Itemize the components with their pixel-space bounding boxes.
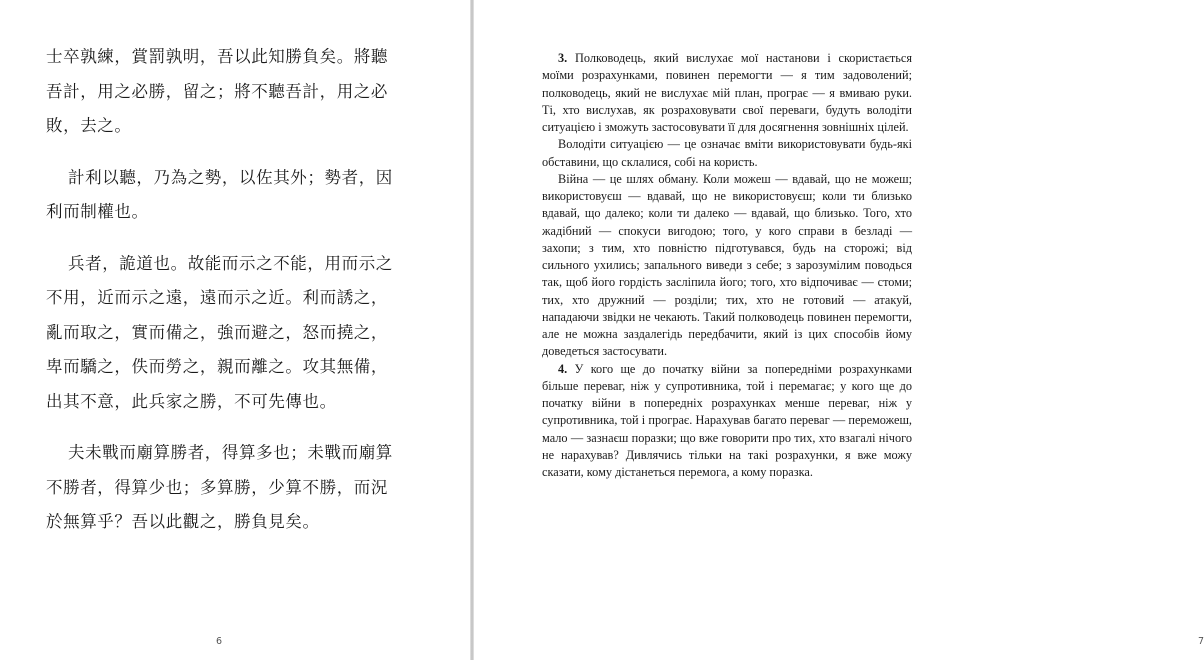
ukrainian-paragraph-2-text: Володіти ситуацією — це означає вміти використовувати будь-які обставини, що склалися, собі на користь. — [542, 137, 912, 169]
chinese-text-body — [46, 40, 396, 557]
ukrainian-text-body — [542, 50, 912, 481]
section-number-3: 3. — [558, 51, 568, 65]
ukrainian-paragraph-3-text: Війна — це шлях обману. Коли можеш — вдавай, що не можеш; використовуєш — вдавай, що не використовуєш; коли ти близько вдавай, що далеко; коли ти далеко — вдавай, що близько. Того, хто жадібний — спокуси вигодою; того, у кого справи в безладі — захопи; з тим, хто повністю підготувався, будь на сторожі; від сильного ухились; запального виведи з себе; з зарозумілим поводься так, щоб його гордість засліпила його; того, хто відпочиває — стоми; тих, хто дружний — розділи; тих, хто не готовий — атакуй, нападаючи звідки не чекають. Такий полководець повинен перемогти, але не можна заздалегідь передбачити, який із цих способів йому доведеться застосувати. — [542, 171, 912, 359]
ukrainian-paragraph-1 — [542, 50, 912, 136]
right-page-number: 7 — [1198, 636, 1204, 647]
chinese-paragraph-3: 兵者，詭道也。故能而示之不能，用而示之不用，近而示之遠，遠而示之近。利而誘之，亂而取之，實而備之，強而避之，怒而撓之，卑而驕之，佚而勞之，親而離之。攻其無備，出其不意，此兵家之勝，不可先傳也。 — [46, 253, 393, 411]
left-page-number: 6 — [216, 636, 223, 647]
section-number-4: 4. — [558, 361, 568, 376]
ukrainian-paragraph-4-text: У кого ще до початку війни за попередніми розрахунками більше переваг, ніж у супротивника, той і перемагає; у кого ще до початку війни в попередніх розрахунках менше переваг, ніж у супротивника, той і програє. Нарахував багато переваг — переможеш, мало — зазнаєш поразки; що вже говорити про тих, хто взагалі нічого не нарахував? Дивлячись тільки на такі розрахунки, я вже можу сказати, кому дістанеться перемога, а кому поразка. — [542, 361, 913, 479]
chinese-paragraph-1: 士卒孰練，賞罰孰明，吾以此知勝負矣。將聽吾計，用之必勝，留之；將不聽吾計，用之必敗，去之。 — [46, 47, 388, 135]
ukrainian-paragraph-3 — [542, 171, 912, 361]
ukrainian-paragraph-1-text: Полководець, який вислухає мої настанови і скористається моїми розрахунками, повинен перемогти — я тим задоволений; полководець, який не вислухає мій план, програє — я вмиваю руки. Ті, хто вислухав, як розраховувати свої переваги, будуть володіти ситуацією і зможуть застосовувати її для досягнення зовнішніх цілей. — [542, 51, 912, 134]
chinese-paragraph-2: 計利以聽，乃為之勢，以佐其外；勢者，因利而制權也。 — [46, 167, 393, 221]
ukrainian-paragraph-2 — [542, 136, 912, 171]
ukrainian-paragraph-4 — [542, 361, 912, 482]
chinese-paragraph-4: 夫未戰而廟算勝者，得算多也；未戰而廟算不勝者，得算少也；多算勝，少算不勝，而況於無算乎？吾以此觀之，勝負見矣。 — [46, 443, 393, 531]
left-page — [0, 0, 470, 660]
